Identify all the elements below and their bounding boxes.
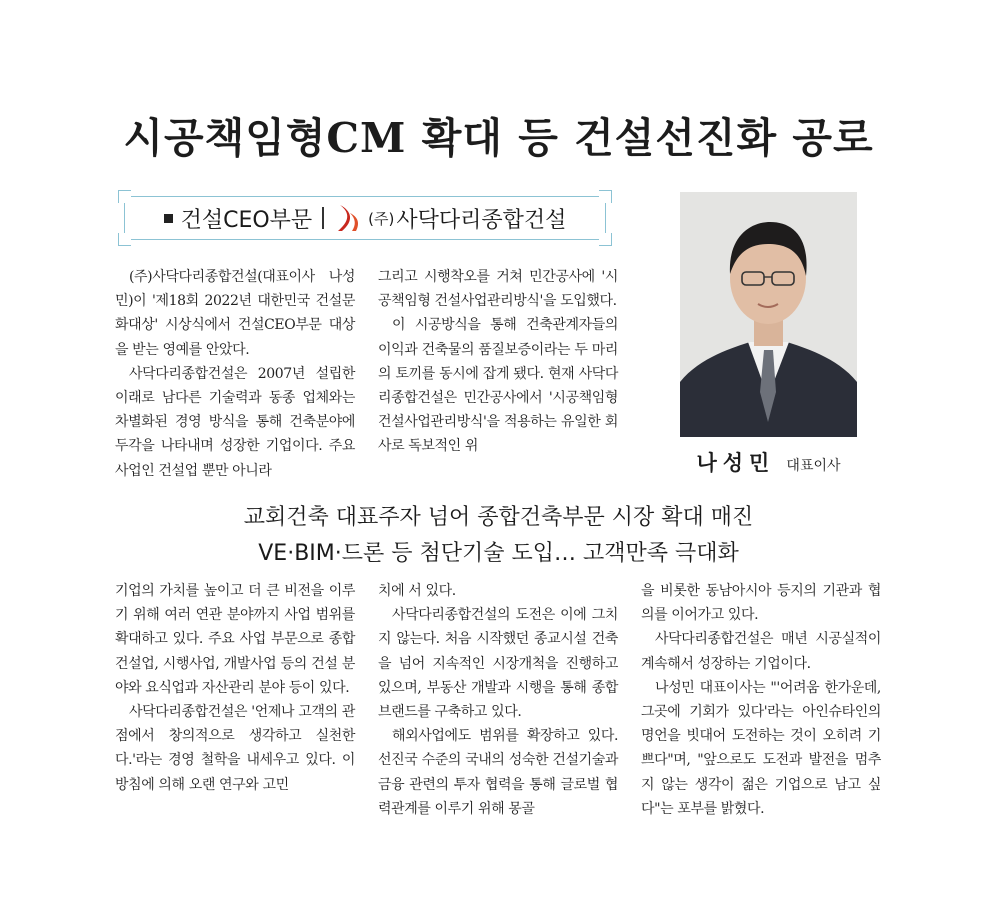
- paragraph: 이 시공방식을 통해 건축관계자들의 이익과 건축물의 품질보증이라는 두 마리의 토끼를 동시에 잡게 됐다. 현재 사닥다리종합건설은 민간공사에서 '시공책임형 건설사업관리방식'을 적용하는 유일한 회사로 독보적인 위: [378, 317, 618, 455]
- award-category: 건설CEO부문: [180, 207, 313, 233]
- paragraph: 치에 서 있다.: [378, 583, 456, 599]
- top-column-2: [378, 265, 618, 459]
- paragraph: 기업의 가치를 높이고 더 큰 비전을 이루기 위해 여러 연관 분야까지 사업 범위를 확대하고 있다. 주요 사업 부문으로 종합건설업, 시행사업, 개발사업 등의 건설 분야와 요식업과 자산관리 분야 등이 있다.: [115, 583, 355, 696]
- photo-caption: [680, 447, 857, 477]
- section-banner: [124, 196, 606, 240]
- subheadline-2: VE·BIM·드론 등 첨단기술 도입… 고객만족 극대화: [258, 541, 739, 566]
- company-prefix: (주): [368, 209, 395, 228]
- top-column-1: [115, 265, 355, 483]
- divider: [322, 207, 324, 229]
- company-name: 사닥다리종합건설: [396, 207, 567, 233]
- bottom-column-1: [115, 579, 355, 797]
- square-bullet-icon: [164, 214, 173, 223]
- bottom-column-3: [641, 579, 881, 821]
- paragraph: (주)사닥다리종합건설(대표이사 나성민)이 '제18회 2022년 대한민국 건설문화대상' 시상식에서 건설CEO부문 대상을 받는 영예를 안았다.: [115, 269, 355, 358]
- paragraph: 그리고 시행착오를 거쳐 민간공사에 '시공책임형 건설사업관리방식'을 도입했다.: [378, 269, 618, 310]
- paragraph: 사닥다리종합건설은 '언제나 고객의 관점에서 창의적으로 생각하고 실천한다.'라는 경영 철학을 내세우고 있다. 이 방침에 의해 오랜 연구와 고민: [115, 704, 355, 793]
- paragraph: 사닥다리종합건설은 2007년 설립한 이래로 남다른 기술력과 동종 업체와는 차별화된 경영 방식을 통해 건축분야에 두각을 나타내며 성장한 기업이다. 주요 사업인 건설업 뿐만 아니라: [115, 365, 355, 479]
- ceo-title: 대표이사: [786, 458, 841, 474]
- ceo-portrait-photo: [680, 192, 857, 437]
- paragraph: 사닥다리종합건설의 도전은 이에 그치지 않는다. 처음 시작했던 종교시설 건축을 넘어 지속적인 시장개척을 진행하고 있으며, 부동산 개발과 시행을 통해 종합 브랜드를 구축하고 있다.: [378, 607, 618, 721]
- paragraph: 을 비롯한 동남아시아 등지의 기관과 협의를 이어가고 있다.: [641, 583, 881, 624]
- company-logo-icon: [334, 203, 360, 233]
- portrait-image: [680, 192, 857, 437]
- bottom-column-2: [378, 579, 618, 821]
- article-headline: 시공책임형CM 확대 등 건설선진화 공로: [123, 114, 874, 162]
- subheadline-1: 교회건축 대표주자 넘어 종합건축부문 시장 확대 매진: [243, 505, 754, 530]
- paragraph: 사닥다리종합건설은 매년 시공실적이 계속해서 성장하는 기업이다.: [641, 631, 881, 672]
- paragraph: 나성민 대표이사는 "'어려움 한가운데, 그곳에 기회가 있다'라는 아인슈타인의 명언을 빗대어 도전하는 것이 오히려 기쁘다"며, "앞으로도 도전과 발전을 멈추지 않는 생각이 젊은 기업으로 남고 싶다"는 포부를 밝혔다.: [641, 679, 881, 817]
- ceo-name: 나성민: [696, 450, 776, 475]
- paragraph: 해외사업에도 범위를 확장하고 있다. 선진국 수준의 국내의 성숙한 건설기술과 금융 관련의 투자 협력을 통해 글로벌 협력관계를 이루기 위해 몽골: [378, 728, 618, 817]
